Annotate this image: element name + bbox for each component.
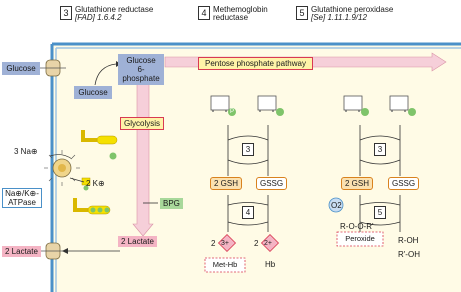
lactate-internal: 2 Lactate bbox=[118, 236, 157, 247]
peroxide-label: Peroxide bbox=[345, 234, 375, 243]
bpg-label: BPG bbox=[160, 198, 183, 209]
legend-title: Glutathione peroxidase bbox=[311, 5, 394, 14]
peroxide-formula: R-O-O-R' bbox=[340, 222, 374, 231]
sodium-label: 3 Na⊕ bbox=[14, 147, 38, 156]
legend-num: 4 bbox=[198, 6, 210, 20]
step-4: 4 bbox=[242, 206, 254, 219]
step-3-left: 3 bbox=[242, 143, 254, 156]
met-hb-label: Met-Hb bbox=[212, 260, 238, 269]
gssg-left: GSSG bbox=[256, 177, 287, 190]
gsh-right: 2 GSH bbox=[341, 177, 373, 190]
gsh-left: 2 GSH bbox=[210, 177, 242, 190]
alcohol-2: R'-OH bbox=[398, 250, 420, 259]
glucose-internal: Glucose bbox=[74, 86, 112, 99]
na-k-atpase-label: Na⊕/K⊕- ATPase bbox=[2, 188, 42, 208]
glucose-external: Glucose bbox=[2, 62, 40, 75]
pentose-phosphate-pathway: Pentose phosphate pathway bbox=[198, 57, 313, 70]
legend-sub: [Se] 1.11.1.9/12 bbox=[311, 13, 367, 22]
hemoglobin-label: Hb bbox=[265, 260, 276, 269]
step-3-right: 3 bbox=[374, 143, 386, 156]
glycolysis-label: Glycolysis bbox=[120, 117, 164, 130]
coeff-b: 2 bbox=[254, 239, 259, 248]
legend-sub: reductase bbox=[213, 13, 249, 22]
potassium-label: 2 K⊕ bbox=[86, 179, 105, 188]
step-5: 5 bbox=[374, 206, 386, 219]
fe3-label: 3+ bbox=[221, 240, 229, 247]
lactate-external: 2 Lactate bbox=[2, 246, 41, 257]
legend-title: Methemoglobin bbox=[213, 5, 268, 14]
legend-num: 3 bbox=[60, 6, 72, 20]
oxygen-label: O2 bbox=[331, 201, 342, 210]
legend-item-4 bbox=[198, 6, 268, 22]
gssg-right: GSSG bbox=[388, 177, 419, 190]
legend-item-3 bbox=[60, 6, 153, 22]
glucose-6-phosphate: Glucose 6- phosphate bbox=[118, 54, 164, 85]
phosphate-label: P bbox=[230, 109, 235, 115]
coeff-a: 2 bbox=[211, 239, 216, 248]
legend-num: 5 bbox=[296, 6, 308, 20]
legend-sub: [FAD] 1.6.4.2 bbox=[75, 13, 122, 22]
legend-title: Glutathione reductase bbox=[75, 5, 154, 14]
alcohol-1: R-OH bbox=[398, 236, 419, 245]
fe2-label: 2+ bbox=[264, 240, 272, 247]
legend-item-5 bbox=[296, 6, 393, 22]
